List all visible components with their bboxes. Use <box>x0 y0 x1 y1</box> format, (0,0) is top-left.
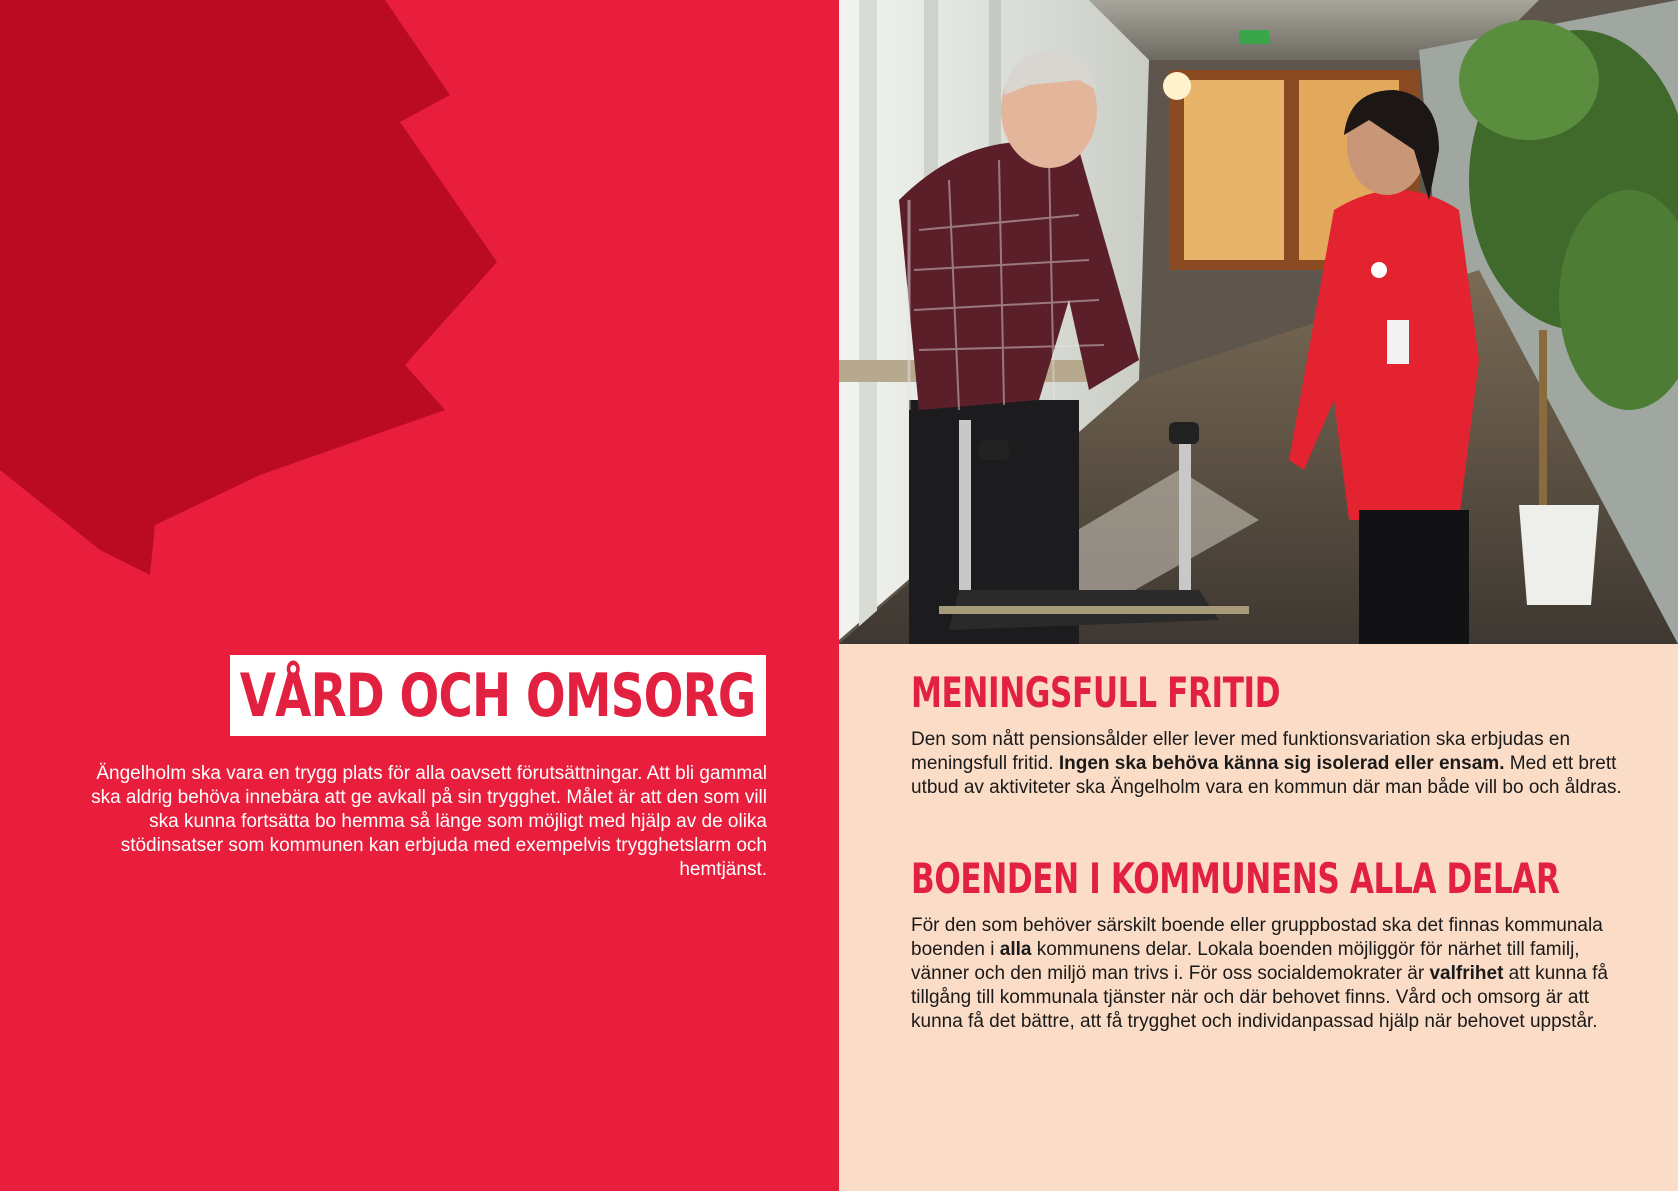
section-boenden <box>911 854 1631 1034</box>
page-title: VÅRD OCH OMSORG <box>240 660 756 731</box>
photo-illustration <box>839 0 1678 644</box>
photo-elderly-care <box>839 0 1678 644</box>
section-heading: MENINGSFULL FRITID <box>911 668 1281 717</box>
section-body: Den som nått pensionsålder eller lever med funktionsvariation ska erbjudas en meningsfull fritid. Ingen ska behöva känna sig isolerad eller ensam. Med ett brett utbud av aktiviteter ska Ängelholm vara en kommun där man både vill bo och åldras. <box>911 729 1622 798</box>
rose-logo-graphic <box>0 0 520 590</box>
title-box <box>230 655 766 736</box>
section-body: För den som behöver särskilt boende eller gruppbostad ska det finnas kommunala boenden i alla kommunens delar. Lokala boenden möjliggör för närhet till familj, vänner och den miljö man trivs i. För oss socialdemokrater är valfrihet att kunna få tillgång till kommunala tjänster när och där behovet finns. Vård och omsorg är att kunna få det bättre, att få trygghet och individanpassad hjälp när behovet uppstår. <box>911 915 1608 1032</box>
right-page <box>839 0 1678 1191</box>
intro-text: Ängelholm ska vara en trygg plats för alla oavsett förutsättningar. Att bli gammal ska aldrig behöva innebära att ge avkall på sin trygghet. Målet är att den som vill ska kunna fortsätta bo hemma så länge som möjligt med hjälp av de olika stödinsatser som kommunen kan erbjuda med exempelvis trygghetslarm och hemtjänst. <box>91 763 767 880</box>
section-heading: BOENDEN I KOMMUNENS ALLA DELAR <box>911 854 1560 903</box>
section-meningsfull-fritid <box>911 668 1631 800</box>
